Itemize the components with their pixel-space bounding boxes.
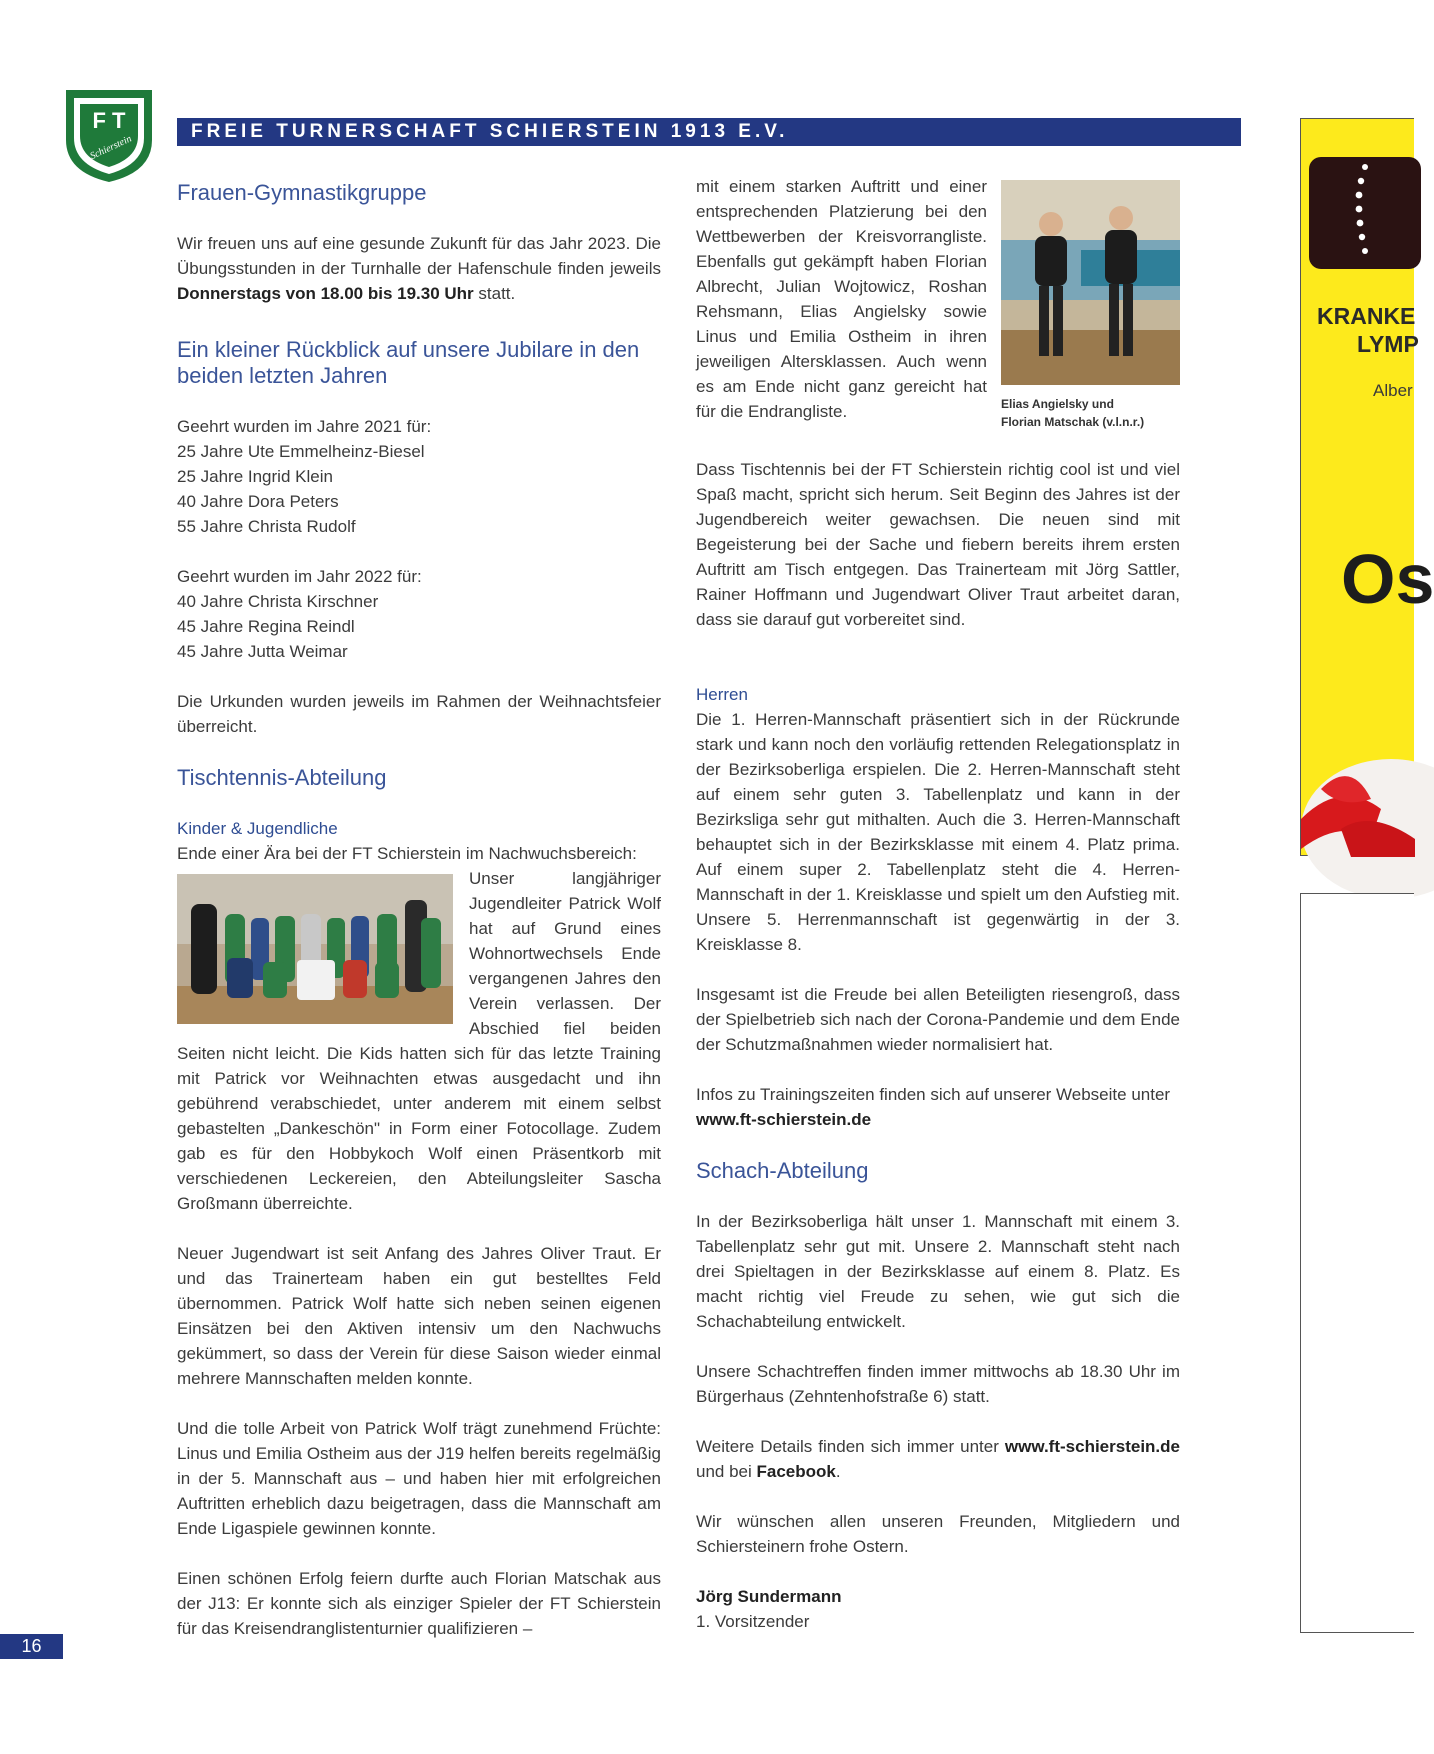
section-title-gymnastics: Frauen-Gymnastikgruppe bbox=[177, 180, 427, 205]
signature-name: Jörg Sundermann bbox=[696, 1587, 842, 1606]
subsection-youth: Kinder & Jugendliche bbox=[177, 819, 338, 838]
ad-logo-block bbox=[1309, 157, 1421, 269]
photo-caption: Elias Angielsky und Florian Matschak (v.l.n.r.) bbox=[1001, 397, 1145, 429]
honors-2021-item: 25 Jahre Ute Emmelheinz-Biesel bbox=[177, 442, 425, 461]
signature-role: 1. Vorsitzender bbox=[696, 1612, 810, 1631]
section-title-chess: Schach-Abteilung bbox=[696, 1158, 869, 1183]
logo-letters: F T bbox=[92, 108, 126, 133]
men-paragraph-2: Insgesamt ist die Freude bei allen Beteiligten riesengroß, dass der Spielbetrieb sich nach der Corona-Pandemie und dem Ende der Schutzmaßnahmen wieder normalisiert hat. bbox=[696, 985, 1180, 1054]
advertisement-bottom bbox=[1300, 893, 1414, 1633]
club-banner: FREIE TURNERSCHAFT SCHIERSTEIN 1913 E.V. bbox=[177, 118, 1241, 146]
honors-2021-item: 25 Jahre Ingrid Klein bbox=[177, 467, 333, 486]
website-link[interactable]: www.ft-schierstein.de bbox=[696, 1110, 872, 1129]
honors-2022-intro: Geehrt wurden im Jahr 2022 für: bbox=[177, 567, 422, 586]
honors-2021-item: 40 Jahre Dora Peters bbox=[177, 492, 339, 511]
honors-2021-item: 55 Jahre Christa Rudolf bbox=[177, 517, 356, 536]
club-logo bbox=[64, 88, 154, 184]
ad-text-line-3: Alber bbox=[1373, 381, 1413, 400]
training-info: Infos zu Trainingszeiten finden sich auf unserer Webseite unter bbox=[696, 1085, 1171, 1104]
ad-ribbon-image bbox=[1301, 719, 1415, 857]
men-paragraph: Die 1. Herren-Mannschaft präsentiert sich in der Rückrunde stark und kann noch den vorläufig rettenden Relegationsplatz in der Bezirksoberliga erspielen. Die 2. Herren-Mannschaft steht auf einem sehr guten 3. Tabellenplatz und kann in der Bezirksliga sehr gut mithalten. Auch die 3. Herren-Mannschaft behauptet sich in der Bezirksklasse mit einem 4. Platz prima. Auf einem super 2. Tabellenplatz steht die 4. Herren-Mannschaft in der 1. Kreisklasse und spielt um den Aufstieg mit. Unsere 5. Herrenmannschaft ist gegenwärtig in der 3. Kreisklasse 8. bbox=[696, 710, 1180, 954]
youth-paragraph-4: Einen schönen Erfolg feiern durfte auch Florian Matschak aus der J13: Er konnte sich als einziger Spieler der FT Schierstein für das Kreisendranglistenturnier qualifizieren – bbox=[177, 1569, 661, 1638]
right-column bbox=[696, 174, 1180, 1634]
chess-paragraph-1: In der Bezirksoberliga hält unser 1. Mannschaft mit einem 3. Tabellenplatz sehr gut mit. Unsere 2. Mannschaft steht nach drei Spieltagen in der Bezirksklasse auf einem 8. Platz. Es macht richtig viel Freude zu sehen, wie gut sich die Schachabteilung entwickelt. bbox=[696, 1212, 1180, 1331]
photo-players bbox=[1001, 180, 1180, 385]
photo-youth-group bbox=[177, 874, 453, 1024]
advertisement-top bbox=[1300, 118, 1434, 856]
details-paragraph: Weitere Details finden sich immer unter www.ft-schierstein.de und bei Facebook. bbox=[696, 1437, 1180, 1481]
photo-block-players bbox=[1001, 180, 1180, 431]
section-title-jubilees: Ein kleiner Rückblick auf unsere Jubilare in den beiden letzten Jahren bbox=[177, 337, 640, 388]
ad-headline: Os bbox=[1341, 540, 1434, 618]
logo-script: Schierstein bbox=[88, 133, 134, 163]
honors-2022-item: 45 Jahre Regina Reindl bbox=[177, 617, 355, 636]
greeting-paragraph: Wir wünschen allen unseren Freunden, Mitgliedern und Schiersteinern frohe Ostern. bbox=[696, 1512, 1180, 1556]
chess-paragraph-2: Unsere Schachtreffen finden immer mittwochs ab 18.30 Uhr im Bürgerhaus (Zehntenhofstraße 6) statt. bbox=[696, 1362, 1180, 1406]
youth-paragraph-3: Und die tolle Arbeit von Patrick Wolf trägt zunehmend Früchte: Linus und Emilia Ostheim aus der J19 helfen bereits regelmäßig in der 5. Mannschaft aus – und haben hier mit erfolgreichen Auftritten erheblich dazu beigetragen, dass die Mannschaft am Ende Ligaspiele gewinnen konnte. bbox=[177, 1419, 661, 1538]
cool-paragraph: Dass Tischtennis bei der FT Schierstein richtig cool ist und viel Spaß macht, spricht sich herum. Seit Beginn des Jahres ist der Jugendbereich weiter gewachsen. Die neuen sind mit Begeisterung bei der Sache und fiebern bereits ihrem ersten Auftritt am Tisch entgegen. Das Trainerteam mit Jörg Sattler, Rainer Hoffmann und Jugendwart Oliver Traut arbeitet daran, dass sie darauf gut vorbereitet sind. bbox=[696, 460, 1180, 629]
section-title-tabletennis: Tischtennis-Abteilung bbox=[177, 765, 387, 790]
youth-paragraph-2: Neuer Jugendwart ist seit Anfang des Jahres Oliver Traut. Er und das Trainerteam haben ein gut bestelltes Feld übernommen. Patrick Wolf hatte sich neben seinen eigenen Einsätzen bei den Aktiven intensiv um den Nachwuchs gekümmert, so dass der Verein für diese Saison wieder einmal mehrere Mannschaften melden konnte. bbox=[177, 1244, 661, 1388]
details-website-link[interactable]: www.ft-schierstein.de bbox=[1004, 1437, 1180, 1456]
left-column bbox=[177, 174, 661, 1641]
page-number: 16 bbox=[0, 1634, 63, 1659]
honors-closing: Die Urkunden wurden jeweils im Rahmen der Weihnachtsfeier überreicht. bbox=[177, 692, 661, 736]
youth-lead: Ende einer Ära bei der FT Schierstein im Nachwuchsbereich: bbox=[177, 844, 637, 863]
subsection-men: Herren bbox=[696, 685, 748, 704]
ad-text-line-2: LYMP bbox=[1357, 331, 1419, 357]
youth-paragraph-1: Unser langjähriger Jugendleiter Patrick Wolf hat auf Grund eines Wohnortwechsels Ende vergangenen Jahres den Verein verlassen. Der Abschied fiel beiden Seiten nicht leicht. Die Kids hatten sich für das letzte Training mit Patrick vor Weihnachten etwas ausgedacht und ihn gebührend verabschiedet, unter anderem mit einem selbst gebastelten „Dankeschön" in Form einer Fotocollage. Zudem gab es für den Hobbykoch Wolf einen Präsentkorb mit verschiedenen Leckereien, den Abteilungsleiter Sascha Großmann überreichte. bbox=[177, 869, 661, 1213]
ranking-paragraph: mit einem starken Auftritt und einer entsprechenden Platzierung bei den Wettbewerben der Kreisvorrangliste. Ebenfalls gut gekämpft haben Florian Albrecht, Julian Wojtowicz, Roshan Rehsmann, Elias Angielsky sowie Linus und Emilia Ostheim in ihren jeweiligen Altersklassen. Auch wenn es am Ende nicht ganz gereicht hat für die Endrangliste. bbox=[696, 177, 987, 421]
facebook-link[interactable]: Facebook bbox=[756, 1462, 836, 1481]
gymnastics-paragraph: Wir freuen uns auf eine gesunde Zukunft für das Jahr 2023. Die Übungsstunden in der Turnhalle der Hafenschule finden jeweils Donnerstags von 18.00 bis 19.30 Uhr statt. bbox=[177, 234, 661, 303]
honors-2022-item: 40 Jahre Christa Kirschner bbox=[177, 592, 379, 611]
honors-2021-intro: Geehrt wurden im Jahre 2021 für: bbox=[177, 417, 432, 436]
honors-2022-item: 45 Jahre Jutta Weimar bbox=[177, 642, 348, 661]
ad-text-line-1: KRANKE bbox=[1317, 303, 1416, 329]
